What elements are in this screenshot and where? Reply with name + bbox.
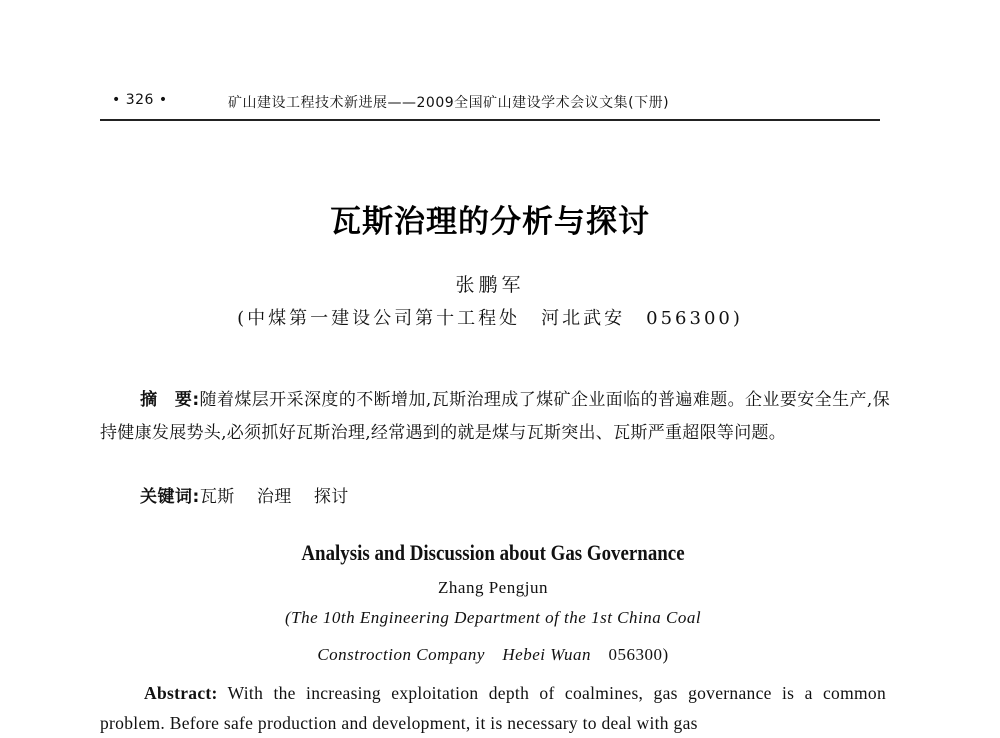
abstract-cn bbox=[100, 384, 890, 450]
paper-title-cn: 瓦斯治理的分析与探讨 bbox=[330, 204, 650, 240]
affiliation-en-postcode: 056300) bbox=[608, 645, 669, 664]
affiliation-en-line1: (The 10th Engineering Department of the 1st China Coal bbox=[284, 608, 702, 627]
abstract-en-text: With the increasing exploitation depth of coalmines, gas governance is a common problem. Before safe production and development, it is necessary to deal with gas bbox=[100, 683, 886, 733]
affiliation-cn: (中煤第一建设公司第十工程处 河北武安 056300) bbox=[237, 308, 743, 329]
abstract-cn-text: 随着煤层开采深度的不断增加,瓦斯治理成了煤矿企业面临的普遍难题。企业要安全生产,保持健康发展势头,必须抓好瓦斯治理,经常遇到的就是煤与瓦斯突出、瓦斯严重超限等问题。 bbox=[100, 390, 890, 443]
header-rule bbox=[100, 119, 880, 121]
keywords-cn bbox=[140, 482, 371, 507]
page-number: • 326 • bbox=[112, 92, 168, 108]
keyword-item: 治理 bbox=[256, 487, 292, 507]
paper-title-en: Analysis and Discussion about Gas Governance bbox=[301, 540, 685, 565]
keyword-item: 瓦斯 bbox=[199, 487, 235, 507]
keywords-cn-label: 关键词: bbox=[140, 487, 200, 507]
affiliation-en-line2-text: Constroction Company Hebei Wuan bbox=[317, 645, 591, 664]
abstract-en-label: Abstract: bbox=[144, 683, 218, 703]
journal-title: 矿山建设工程技术新进展——2009全国矿山建设学术会议文集(下册) bbox=[228, 95, 670, 111]
abstract-cn-label: 摘 要: bbox=[140, 390, 200, 410]
keyword-item: 探讨 bbox=[313, 487, 349, 507]
abstract-en bbox=[100, 678, 886, 738]
author-en: Zhang Pengjun bbox=[438, 578, 548, 597]
affiliation-en-line2 bbox=[0, 640, 986, 665]
author-cn: 张鹏军 bbox=[455, 274, 525, 296]
